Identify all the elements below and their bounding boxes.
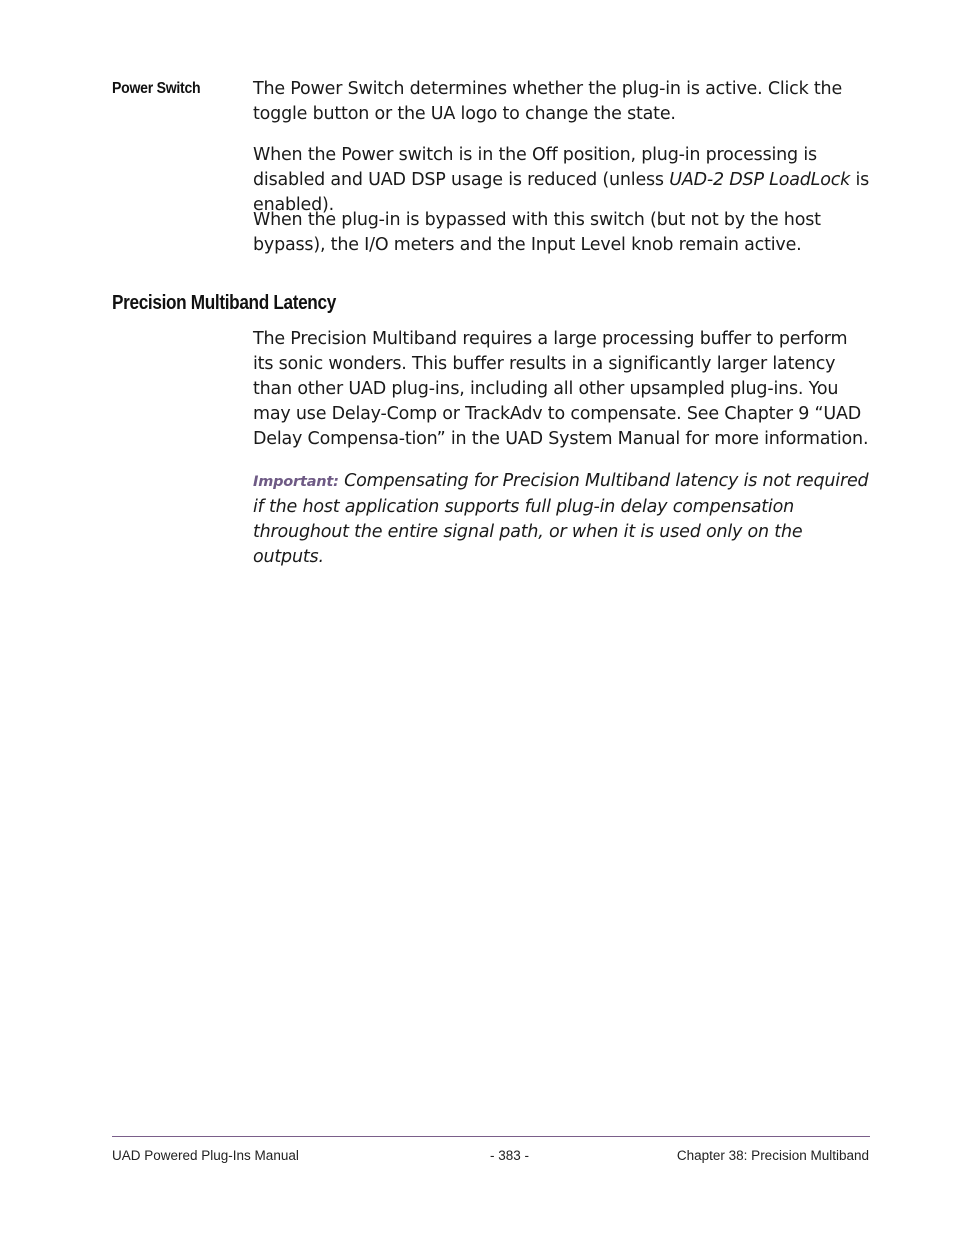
footer-manual-title: UAD Powered Plug-Ins Manual — [112, 1148, 299, 1163]
footer-page-number: - 383 - — [490, 1148, 530, 1163]
important-text: Compensating for Precision Multiband latency is not required if the host application supports full plug-in delay compensation throughout the entire signal path, or when it is used only on the outputs. — [253, 471, 869, 567]
latency-paragraph: The Precision Multiband requires a large processing buffer to perform its sonic wonders. This buffer results in a significantly larger latency than other UAD plug-ins, including all other upsampled plug-ins. You may use Delay-Comp or TrackAdv to compensate. See Chapter 9 “UAD Delay Compensa-tion” in the UAD System Manual for more information. — [253, 329, 869, 449]
power-switch-paragraph-3: When the plug-in is bypassed with this switch (but not by the host bypass), the I/O meters and the Input Level knob remain active. — [253, 210, 821, 255]
power-switch-label: Power Switch — [112, 80, 201, 97]
footer-chapter-title: Chapter 38: Precision Multiband — [676, 1148, 869, 1163]
important-note — [253, 469, 871, 570]
important-label: Important: — [253, 474, 339, 490]
power-switch-paragraph-2-end: is enabled). — [253, 170, 870, 215]
loadlock-emphasis: UAD-2 DSP LoadLock — [669, 170, 851, 190]
footer-divider — [112, 1136, 870, 1137]
power-switch-paragraph-1: The Power Switch determines whether the plug-in is active. Click the toggle button or the UA logo to change the state. — [253, 79, 843, 124]
section-heading-latency: Precision Multiband Latency — [112, 292, 336, 314]
power-switch-paragraph-2-text: When the Power switch is in the Off position, plug-in processing is disabled and UAD DSP usage is reduced (unless — [253, 145, 817, 190]
power-switch-paragraph-2 — [253, 143, 871, 218]
